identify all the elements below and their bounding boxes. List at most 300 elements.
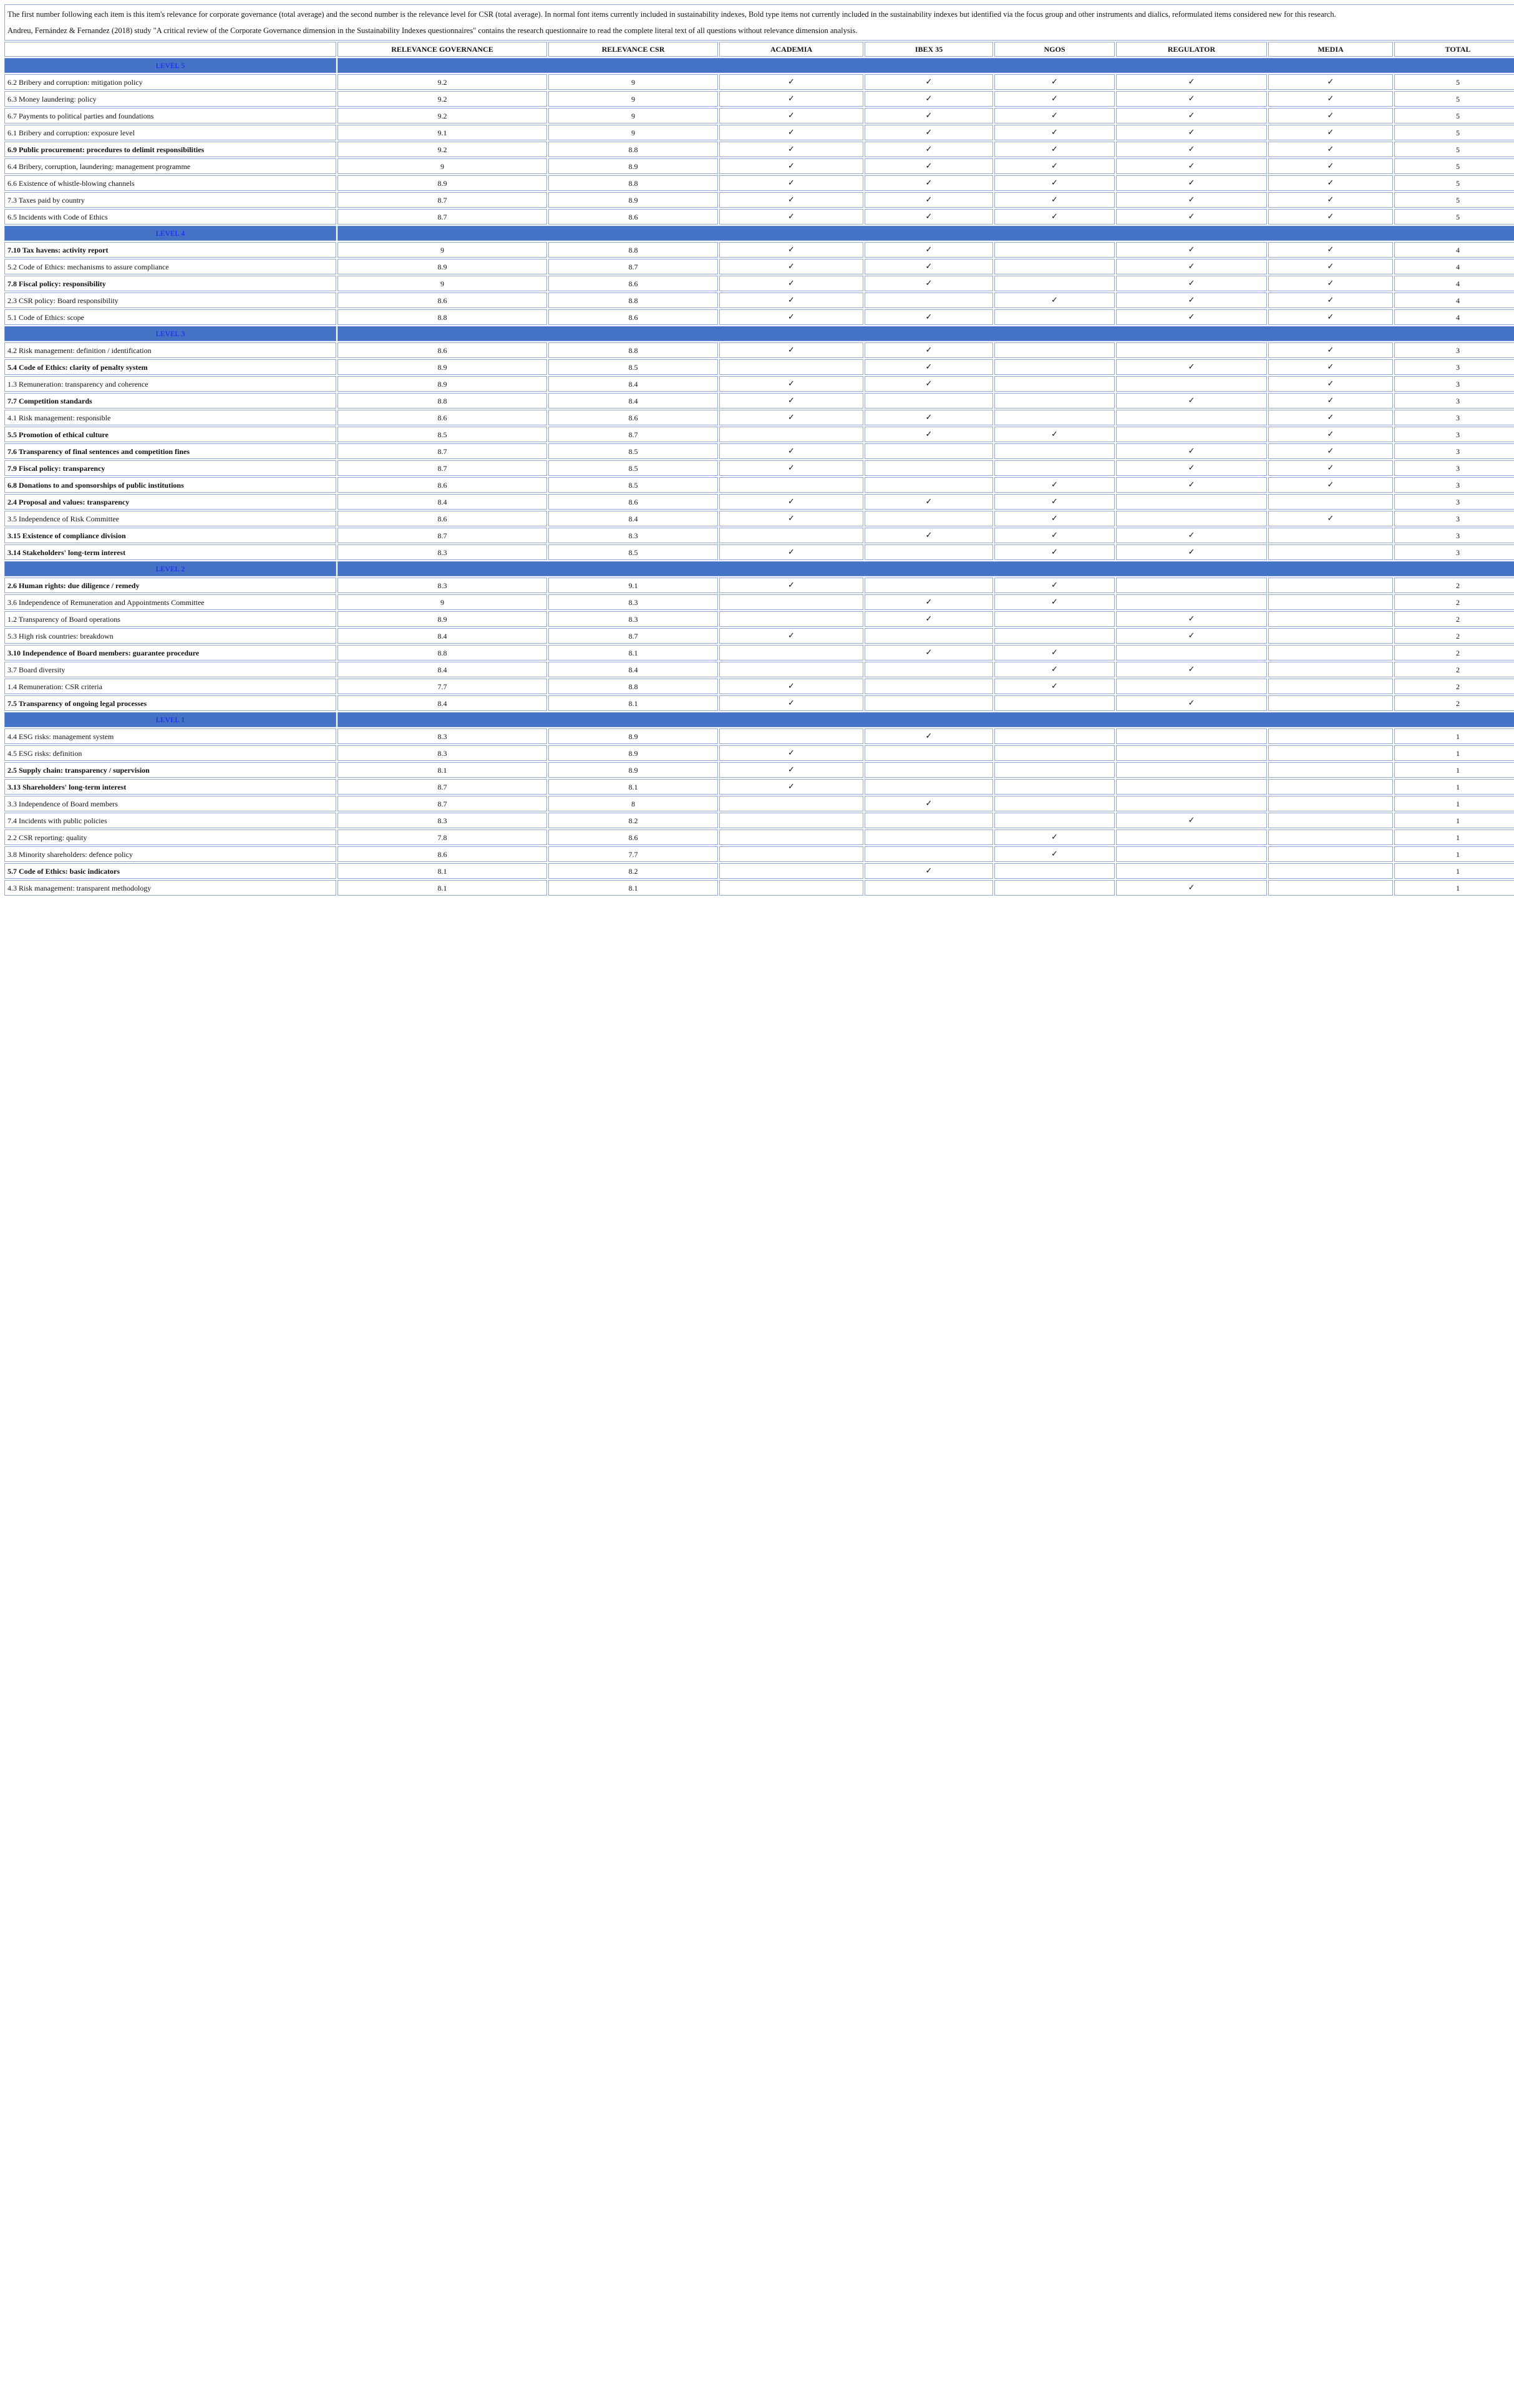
table-row — [4, 679, 1514, 694]
checkmark-icon: ✓ — [1051, 581, 1058, 590]
regulator-cell — [1116, 611, 1267, 627]
media-cell — [1268, 762, 1393, 778]
checkmark-icon: ✓ — [788, 514, 795, 523]
academia-cell — [719, 528, 863, 543]
regulator-cell — [1116, 125, 1267, 140]
ibex35-cell — [865, 528, 993, 543]
header-row — [4, 42, 1514, 57]
ibex35-cell — [865, 427, 993, 442]
checkmark-icon: ✓ — [1051, 682, 1058, 691]
table-row — [4, 863, 1514, 879]
checkmark-icon: ✓ — [788, 162, 795, 171]
checkmark-icon: ✓ — [1051, 514, 1058, 523]
regulator-cell — [1116, 511, 1267, 526]
checkmark-icon: ✓ — [1327, 379, 1334, 389]
relevance-csr-cell: 8.4 — [548, 662, 718, 677]
academia-cell — [719, 880, 863, 896]
academia-cell — [719, 762, 863, 778]
item-label: 6.4 Bribery, corruption, laundering: management programme — [4, 158, 336, 174]
ibex35-cell — [865, 410, 993, 425]
ngos-cell — [994, 880, 1115, 896]
relevance-governance-cell: 8.3 — [337, 728, 547, 744]
checkmark-icon: ✓ — [925, 77, 933, 87]
total-cell: 1 — [1394, 880, 1514, 896]
media-cell — [1268, 293, 1393, 308]
header-media: MEDIA — [1268, 42, 1393, 57]
media-cell — [1268, 813, 1393, 828]
ngos-cell — [994, 544, 1115, 560]
ibex35-cell — [865, 359, 993, 375]
table-row — [4, 460, 1514, 476]
item-label: 7.8 Fiscal policy: responsibility — [4, 276, 336, 291]
relevance-governance-cell: 8.7 — [337, 460, 547, 476]
item-label: 1.4 Remuneration: CSR criteria — [4, 679, 336, 694]
note-line-1: The first number following each item is this item's relevance for corporate governance (total average) and the second number is the relevance level for CSR (total average). In normal font items currently included in sustainability indexes, Bold type items not currently included in the sustainability indexes but identified via the focus group and other instruments and dialics, reformulated items considered new for this research. — [7, 10, 1336, 19]
item-label: 7.5 Transparency of ongoing legal processes — [4, 695, 336, 711]
table-row — [4, 443, 1514, 459]
checkmark-icon: ✓ — [788, 145, 795, 154]
ngos-cell — [994, 728, 1115, 744]
ibex35-cell — [865, 728, 993, 744]
total-cell: 5 — [1394, 125, 1514, 140]
ngos-cell — [994, 813, 1115, 828]
ibex35-cell — [865, 645, 993, 660]
table-row — [4, 342, 1514, 358]
ngos-cell — [994, 645, 1115, 660]
item-label: 6.2 Bribery and corruption: mitigation policy — [4, 74, 336, 90]
academia-cell — [719, 494, 863, 510]
relevance-csr-cell: 8.4 — [548, 376, 718, 392]
regulator-cell — [1116, 276, 1267, 291]
ngos-cell — [994, 293, 1115, 308]
regulator-cell — [1116, 342, 1267, 358]
academia-cell — [719, 460, 863, 476]
total-cell: 4 — [1394, 259, 1514, 274]
checkmark-icon: ✓ — [788, 631, 795, 641]
regulator-cell — [1116, 74, 1267, 90]
ngos-cell — [994, 628, 1115, 644]
relevance-governance-cell: 8.3 — [337, 813, 547, 828]
level-row — [4, 226, 1514, 241]
ngos-cell — [994, 511, 1115, 526]
media-cell — [1268, 796, 1393, 811]
relevance-governance-cell: 9.2 — [337, 142, 547, 157]
checkmark-icon: ✓ — [925, 497, 933, 506]
checkmark-icon: ✓ — [788, 279, 795, 288]
table-row — [4, 108, 1514, 123]
academia-cell — [719, 779, 863, 795]
item-label: 5.1 Code of Ethics: scope — [4, 309, 336, 325]
relevance-governance-cell: 9 — [337, 158, 547, 174]
relevance-governance-cell: 8.3 — [337, 745, 547, 761]
checkmark-icon: ✓ — [788, 212, 795, 221]
academia-cell — [719, 410, 863, 425]
relevance-governance-cell: 8.7 — [337, 528, 547, 543]
academia-cell — [719, 393, 863, 409]
ibex35-cell — [865, 679, 993, 694]
ngos-cell — [994, 276, 1115, 291]
checkmark-icon: ✓ — [925, 430, 933, 439]
relevance-csr-cell: 8.4 — [548, 511, 718, 526]
level-band — [337, 712, 1514, 727]
checkmark-icon: ✓ — [1188, 480, 1195, 490]
relevance-governance-cell: 8.1 — [337, 880, 547, 896]
checkmark-icon: ✓ — [1327, 480, 1334, 490]
checkmark-icon: ✓ — [788, 296, 795, 305]
checkmark-icon: ✓ — [1188, 178, 1195, 188]
table-row — [4, 611, 1514, 627]
academia-cell — [719, 829, 863, 845]
media-cell — [1268, 528, 1393, 543]
item-label: 4.2 Risk management: definition / identification — [4, 342, 336, 358]
academia-cell — [719, 611, 863, 627]
ibex35-cell — [865, 460, 993, 476]
academia-cell — [719, 74, 863, 90]
header-ibex35: IBEX 35 — [865, 42, 993, 57]
relevance-governance-cell: 8.9 — [337, 376, 547, 392]
relevance-csr-cell: 8.7 — [548, 427, 718, 442]
table-row — [4, 662, 1514, 677]
ngos-cell — [994, 695, 1115, 711]
item-label: 7.6 Transparency of final sentences and competition fines — [4, 443, 336, 459]
ngos-cell — [994, 829, 1115, 845]
relevance-governance-cell: 9.2 — [337, 108, 547, 123]
relevance-csr-cell: 8.6 — [548, 276, 718, 291]
item-label: 3.10 Independence of Board members: guarantee procedure — [4, 645, 336, 660]
ngos-cell — [994, 578, 1115, 593]
checkmark-icon: ✓ — [788, 682, 795, 691]
level-label: LEVEL 1 — [4, 712, 336, 727]
academia-cell — [719, 276, 863, 291]
ibex35-cell — [865, 880, 993, 896]
ibex35-cell — [865, 209, 993, 225]
total-cell: 3 — [1394, 528, 1514, 543]
relevance-governance-cell: 8.6 — [337, 477, 547, 493]
table-row — [4, 528, 1514, 543]
ngos-cell — [994, 662, 1115, 677]
checkmark-icon: ✓ — [925, 531, 933, 540]
regulator-cell — [1116, 679, 1267, 694]
ngos-cell — [994, 410, 1115, 425]
checkmark-icon: ✓ — [1327, 346, 1334, 355]
ngos-cell — [994, 528, 1115, 543]
academia-cell — [719, 813, 863, 828]
checkmark-icon: ✓ — [1188, 162, 1195, 171]
checkmark-icon: ✓ — [1188, 312, 1195, 322]
relevance-governance-cell: 8.4 — [337, 494, 547, 510]
item-label: 5.4 Code of Ethics: clarity of penalty system — [4, 359, 336, 375]
ngos-cell — [994, 846, 1115, 862]
ngos-cell — [994, 242, 1115, 258]
relevance-governance-cell: 8.6 — [337, 846, 547, 862]
total-cell: 2 — [1394, 611, 1514, 627]
table-row — [4, 880, 1514, 896]
level-label: LEVEL 3 — [4, 326, 336, 341]
media-cell — [1268, 192, 1393, 208]
relevance-governance-cell: 8.5 — [337, 427, 547, 442]
relevance-governance-cell: 9.1 — [337, 125, 547, 140]
checkmark-icon: ✓ — [1051, 665, 1058, 674]
ibex35-cell — [865, 594, 993, 610]
relevance-csr-cell: 8.8 — [548, 242, 718, 258]
checkmark-icon: ✓ — [1188, 212, 1195, 221]
ngos-cell — [994, 443, 1115, 459]
total-cell: 1 — [1394, 745, 1514, 761]
checkmark-icon: ✓ — [1327, 111, 1334, 120]
total-cell: 3 — [1394, 544, 1514, 560]
regulator-cell — [1116, 880, 1267, 896]
checkmark-icon: ✓ — [788, 447, 795, 456]
checkmark-icon: ✓ — [1051, 833, 1058, 842]
media-cell — [1268, 309, 1393, 325]
academia-cell — [719, 376, 863, 392]
total-cell: 3 — [1394, 342, 1514, 358]
table-row — [4, 494, 1514, 510]
regulator-cell — [1116, 359, 1267, 375]
ngos-cell — [994, 779, 1115, 795]
academia-cell — [719, 846, 863, 862]
regulator-cell — [1116, 829, 1267, 845]
checkmark-icon: ✓ — [1051, 497, 1058, 506]
media-cell — [1268, 427, 1393, 442]
level-row — [4, 326, 1514, 341]
academia-cell — [719, 863, 863, 879]
relevance-governance-cell: 8.9 — [337, 359, 547, 375]
table-row — [4, 745, 1514, 761]
level-band — [337, 326, 1514, 341]
level-label: LEVEL 4 — [4, 226, 336, 241]
checkmark-icon: ✓ — [1327, 94, 1334, 104]
checkmark-icon: ✓ — [1327, 195, 1334, 205]
ibex35-cell — [865, 628, 993, 644]
total-cell: 3 — [1394, 460, 1514, 476]
ngos-cell — [994, 342, 1115, 358]
checkmark-icon: ✓ — [1051, 548, 1058, 557]
item-label: 6.1 Bribery and corruption: exposure level — [4, 125, 336, 140]
relevance-csr-cell: 8.6 — [548, 309, 718, 325]
checkmark-icon: ✓ — [1188, 145, 1195, 154]
academia-cell — [719, 745, 863, 761]
media-cell — [1268, 259, 1393, 274]
total-cell: 3 — [1394, 393, 1514, 409]
ngos-cell — [994, 309, 1115, 325]
checkmark-icon: ✓ — [788, 463, 795, 473]
relevance-governance-cell: 8.7 — [337, 192, 547, 208]
relevance-csr-cell: 8.3 — [548, 594, 718, 610]
checkmark-icon: ✓ — [788, 245, 795, 254]
ibex35-cell — [865, 125, 993, 140]
total-cell: 5 — [1394, 74, 1514, 90]
checkmark-icon: ✓ — [1051, 480, 1058, 490]
checkmark-icon: ✓ — [1327, 463, 1334, 473]
item-label: 6.5 Incidents with Code of Ethics — [4, 209, 336, 225]
table-row — [4, 544, 1514, 560]
media-cell — [1268, 376, 1393, 392]
relevance-governance-cell: 8.6 — [337, 342, 547, 358]
checkmark-icon: ✓ — [788, 782, 795, 791]
academia-cell — [719, 662, 863, 677]
ngos-cell — [994, 359, 1115, 375]
media-cell — [1268, 695, 1393, 711]
item-label: 5.3 High risk countries: breakdown — [4, 628, 336, 644]
total-cell: 2 — [1394, 578, 1514, 593]
total-cell: 5 — [1394, 175, 1514, 191]
note-row — [4, 4, 1514, 41]
total-cell: 2 — [1394, 662, 1514, 677]
item-label: 5.2 Code of Ethics: mechanisms to assure compliance — [4, 259, 336, 274]
checkmark-icon: ✓ — [925, 732, 933, 741]
relevance-csr-cell: 8.7 — [548, 259, 718, 274]
academia-cell — [719, 427, 863, 442]
relevance-governance-cell: 9 — [337, 276, 547, 291]
checkmark-icon: ✓ — [1327, 145, 1334, 154]
ngos-cell — [994, 74, 1115, 90]
relevance-governance-cell: 8.8 — [337, 645, 547, 660]
relevance-governance-cell: 8.9 — [337, 175, 547, 191]
total-cell: 3 — [1394, 359, 1514, 375]
media-cell — [1268, 628, 1393, 644]
checkmark-icon: ✓ — [925, 614, 933, 624]
checkmark-icon: ✓ — [1188, 111, 1195, 120]
total-cell: 5 — [1394, 91, 1514, 107]
item-label: 7.7 Competition standards — [4, 393, 336, 409]
checkmark-icon: ✓ — [1327, 77, 1334, 87]
ngos-cell — [994, 796, 1115, 811]
checkmark-icon: ✓ — [925, 379, 933, 389]
academia-cell — [719, 192, 863, 208]
total-cell: 3 — [1394, 427, 1514, 442]
checkmark-icon: ✓ — [788, 765, 795, 775]
checkmark-icon: ✓ — [1051, 531, 1058, 540]
checkmark-icon: ✓ — [925, 94, 933, 104]
relevance-csr-cell: 8.5 — [548, 359, 718, 375]
regulator-cell — [1116, 393, 1267, 409]
relevance-csr-cell: 8.9 — [548, 762, 718, 778]
relevance-csr-cell: 8.2 — [548, 813, 718, 828]
item-label: 4.3 Risk management: transparent methodology — [4, 880, 336, 896]
item-label: 3.5 Independence of Risk Committee — [4, 511, 336, 526]
table-row — [4, 125, 1514, 140]
checkmark-icon: ✓ — [1051, 296, 1058, 305]
total-cell: 4 — [1394, 276, 1514, 291]
ngos-cell — [994, 259, 1115, 274]
table-row — [4, 175, 1514, 191]
ibex35-cell — [865, 578, 993, 593]
relevance-governance-cell: 8.6 — [337, 511, 547, 526]
checkmark-icon: ✓ — [925, 111, 933, 120]
checkmark-icon: ✓ — [1188, 883, 1195, 892]
relevance-governance-cell: 8.4 — [337, 628, 547, 644]
ngos-cell — [994, 175, 1115, 191]
media-cell — [1268, 125, 1393, 140]
item-label: 7.10 Tax havens: activity report — [4, 242, 336, 258]
checkmark-icon: ✓ — [925, 195, 933, 205]
checkmark-icon: ✓ — [1051, 111, 1058, 120]
relevance-csr-cell: 8.9 — [548, 728, 718, 744]
academia-cell — [719, 645, 863, 660]
relevance-csr-cell: 8.7 — [548, 628, 718, 644]
ibex35-cell — [865, 863, 993, 879]
table-row — [4, 376, 1514, 392]
relevance-governance-cell: 8.9 — [337, 611, 547, 627]
relevance-governance-cell: 8.9 — [337, 259, 547, 274]
relevance-governance-cell: 8.6 — [337, 410, 547, 425]
table-row — [4, 594, 1514, 610]
level-band — [337, 226, 1514, 241]
ngos-cell — [994, 427, 1115, 442]
relevance-csr-cell: 8.1 — [548, 779, 718, 795]
relevance-csr-cell: 8.1 — [548, 645, 718, 660]
checkmark-icon: ✓ — [1327, 178, 1334, 188]
regulator-cell — [1116, 745, 1267, 761]
relevance-governance-cell: 8.8 — [337, 393, 547, 409]
table-row — [4, 393, 1514, 409]
table-row — [4, 813, 1514, 828]
checkmark-icon: ✓ — [925, 866, 933, 876]
table-row — [4, 645, 1514, 660]
relevance-governance-cell: 8.6 — [337, 293, 547, 308]
ngos-cell — [994, 192, 1115, 208]
ngos-cell — [994, 594, 1115, 610]
ibex35-cell — [865, 695, 993, 711]
checkmark-icon: ✓ — [1188, 279, 1195, 288]
media-cell — [1268, 443, 1393, 459]
regulator-cell — [1116, 259, 1267, 274]
item-label: 1.2 Transparency of Board operations — [4, 611, 336, 627]
academia-cell — [719, 796, 863, 811]
relevance-csr-cell: 8.3 — [548, 611, 718, 627]
total-cell: 2 — [1394, 679, 1514, 694]
table-row — [4, 728, 1514, 744]
relevance-csr-cell: 8.6 — [548, 410, 718, 425]
item-label: 3.14 Stakeholders' long-term interest — [4, 544, 336, 560]
checkmark-icon: ✓ — [788, 396, 795, 405]
checkmark-icon: ✓ — [1051, 94, 1058, 104]
level-row — [4, 712, 1514, 727]
item-label: 6.6 Existence of whistle-blowing channels — [4, 175, 336, 191]
relevance-csr-cell: 8.3 — [548, 528, 718, 543]
relevance-governance-cell: 8.1 — [337, 863, 547, 879]
total-cell: 2 — [1394, 594, 1514, 610]
table-row — [4, 242, 1514, 258]
academia-cell — [719, 158, 863, 174]
table-row — [4, 628, 1514, 644]
regulator-cell — [1116, 662, 1267, 677]
media-cell — [1268, 511, 1393, 526]
regulator-cell — [1116, 494, 1267, 510]
regulator-cell — [1116, 443, 1267, 459]
checkmark-icon: ✓ — [925, 279, 933, 288]
checkmark-icon: ✓ — [1188, 245, 1195, 254]
ngos-cell — [994, 376, 1115, 392]
checkmark-icon: ✓ — [1327, 296, 1334, 305]
academia-cell — [719, 544, 863, 560]
checkmark-icon: ✓ — [1051, 648, 1058, 657]
relevance-csr-cell: 8.6 — [548, 829, 718, 845]
academia-cell — [719, 728, 863, 744]
checkmark-icon: ✓ — [1051, 178, 1058, 188]
regulator-cell — [1116, 645, 1267, 660]
relevance-governance-cell: 9.2 — [337, 74, 547, 90]
header-ngos: NGOS — [994, 42, 1115, 57]
media-cell — [1268, 494, 1393, 510]
academia-cell — [719, 443, 863, 459]
academia-cell — [719, 209, 863, 225]
item-label: 2.6 Human rights: due diligence / remedy — [4, 578, 336, 593]
checkmark-icon: ✓ — [925, 128, 933, 137]
ibex35-cell — [865, 259, 993, 274]
relevance-csr-cell: 8.5 — [548, 443, 718, 459]
